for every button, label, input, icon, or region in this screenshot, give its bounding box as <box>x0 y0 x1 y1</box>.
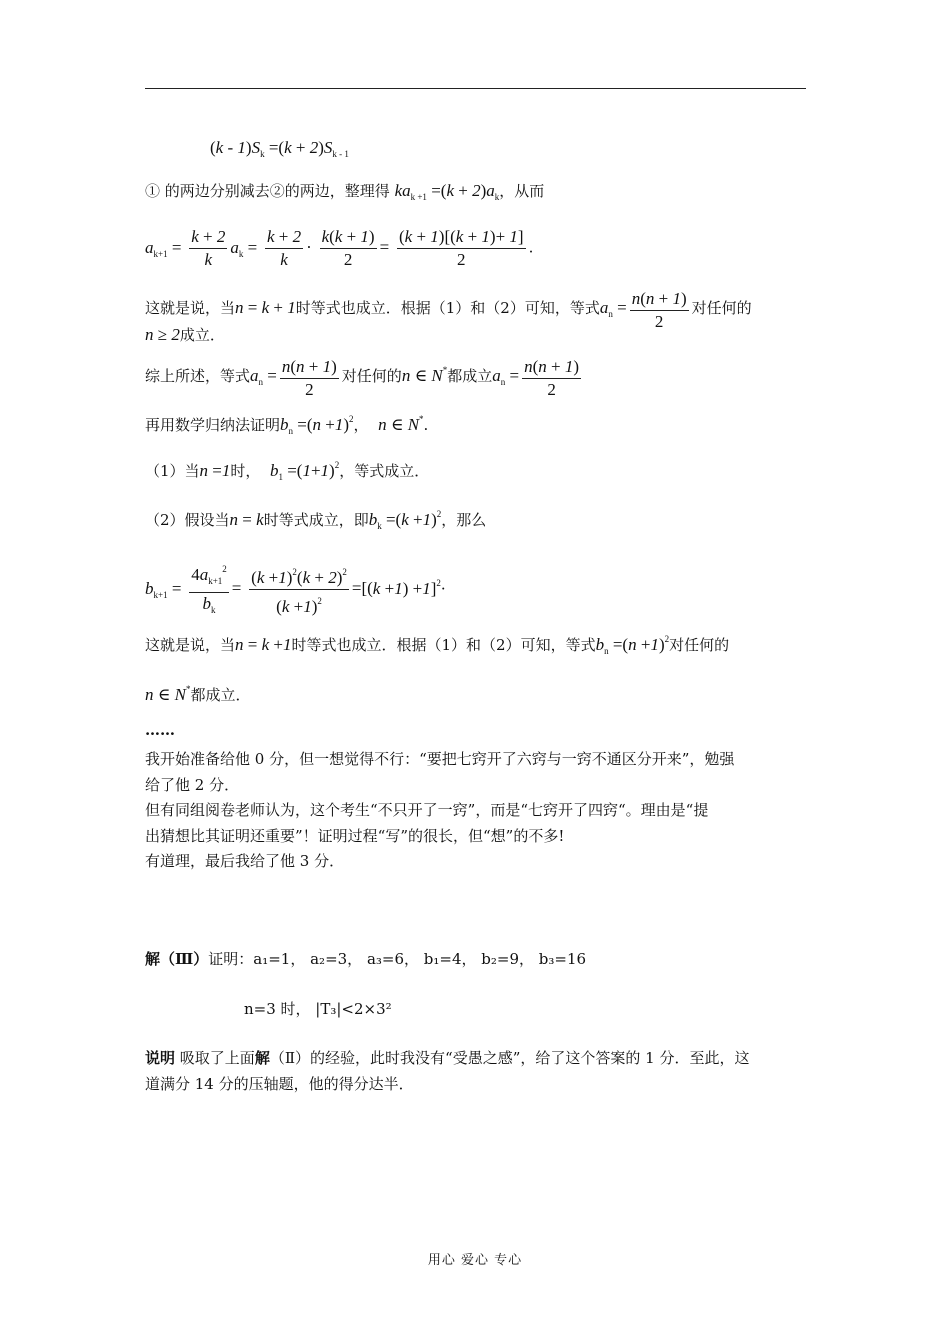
paragraph-1-cont: 给了他 2 分． <box>145 776 240 794</box>
text-line-2: ① 的两边分别减去②的两边，整理得 $ka_{k +1} =(k + 2)a_k$，从而 <box>145 181 545 202</box>
text-line-9: （2）假设当n = k时等式成立，即$b_k =(k +1)^2$，那么 <box>145 509 487 531</box>
paragraph-2-cont: 出猜想比其证明还重要”！证明过程“写”的很长，但“想”的不多! <box>145 827 565 845</box>
paragraph-2: 但有同组阅卷老师认为，这个考生“不只开了一窍”，而是“七窍开了四窍“。理由是“提 <box>145 801 709 819</box>
solution-3: 解（Ⅲ）证明：a₁=1， a₂=3， a₃=6， b₁=4， b₂=9， b₃=16 <box>145 950 587 968</box>
text-line-12: n ∈ N*都成立． <box>145 684 251 704</box>
page-footer: 用心 爱心 专心 <box>427 1253 523 1268</box>
text-line-7: 再用数学归纳法证明$b_n =(n +1)^2$， n ∈ N*. <box>145 414 429 436</box>
note-label: 说明 <box>145 1049 176 1067</box>
equation-10: $b_{k+1}$ = $\frac{4a_{k+1}^2}{b_k}$ = $\frac{(k +1)^2(k + 2)^2}{(k +1)^2}$ $=[(k +1) +1]^2\cdot$ <box>145 558 446 621</box>
ellipsis: …… <box>145 721 175 739</box>
note-cont: 道满分 14 分的压轴题，他的得分达半． <box>145 1075 414 1093</box>
paragraph-3: 有道理，最后我给了他 3 分． <box>145 852 345 870</box>
text-line-11: 这就是说，当n = k +1时等式也成立．根据（1）和（2）可知，等式$b_n =(n +1)^2$对任何的 <box>145 634 730 656</box>
note: 说明 吸取了上面解（Ⅱ）的经验，此时我没有“受愚之感”，给了这个答案的 1 分．至此，这 <box>145 1049 750 1067</box>
text-line-4: 这就是说，当n = k + 1时等式也成立．根据（1）和（2）可知，等式$a_n$ = $\frac{n(n + 1)}{2}$ 对任何的 <box>145 289 752 331</box>
text-line-6: 综上所述，等式$a_n$ = $\frac{n(n + 1)}{2}$ 对任何的n ∈ N*都成立$a_n$ = $\frac{n(n + 1)}{2}$ <box>145 357 580 399</box>
equation-1: $(k - 1)S_k =(k + 2)S_{k - 1}$ <box>210 138 349 159</box>
paragraph-1: 我开始准备给他 0 分，但一想觉得不行：“要把七窍开了六窍与一窍不通区分开来”，勉强 <box>145 750 735 768</box>
solution-3-label: 解（Ⅲ） <box>145 950 209 968</box>
equation-3: $a_{k+1}$ = $\frac{k + 2}{k}$ $a_k$ = $\frac{k + 2}{k}$ · $\frac{k(k + 1)}{2}$ = $\frac{(k + 1)[(k + 1)+ 1]}{2}$ . <box>145 227 534 269</box>
text-line-8: （1）当n =1时， $b_1 =(1+1)^2$，等式成立． <box>145 460 430 482</box>
solution-3-line-2: n=3 时， |T₃|<2×3² <box>244 1000 392 1018</box>
header-rule <box>145 88 806 89</box>
text-line-5: n ≥ 2成立． <box>145 325 225 344</box>
